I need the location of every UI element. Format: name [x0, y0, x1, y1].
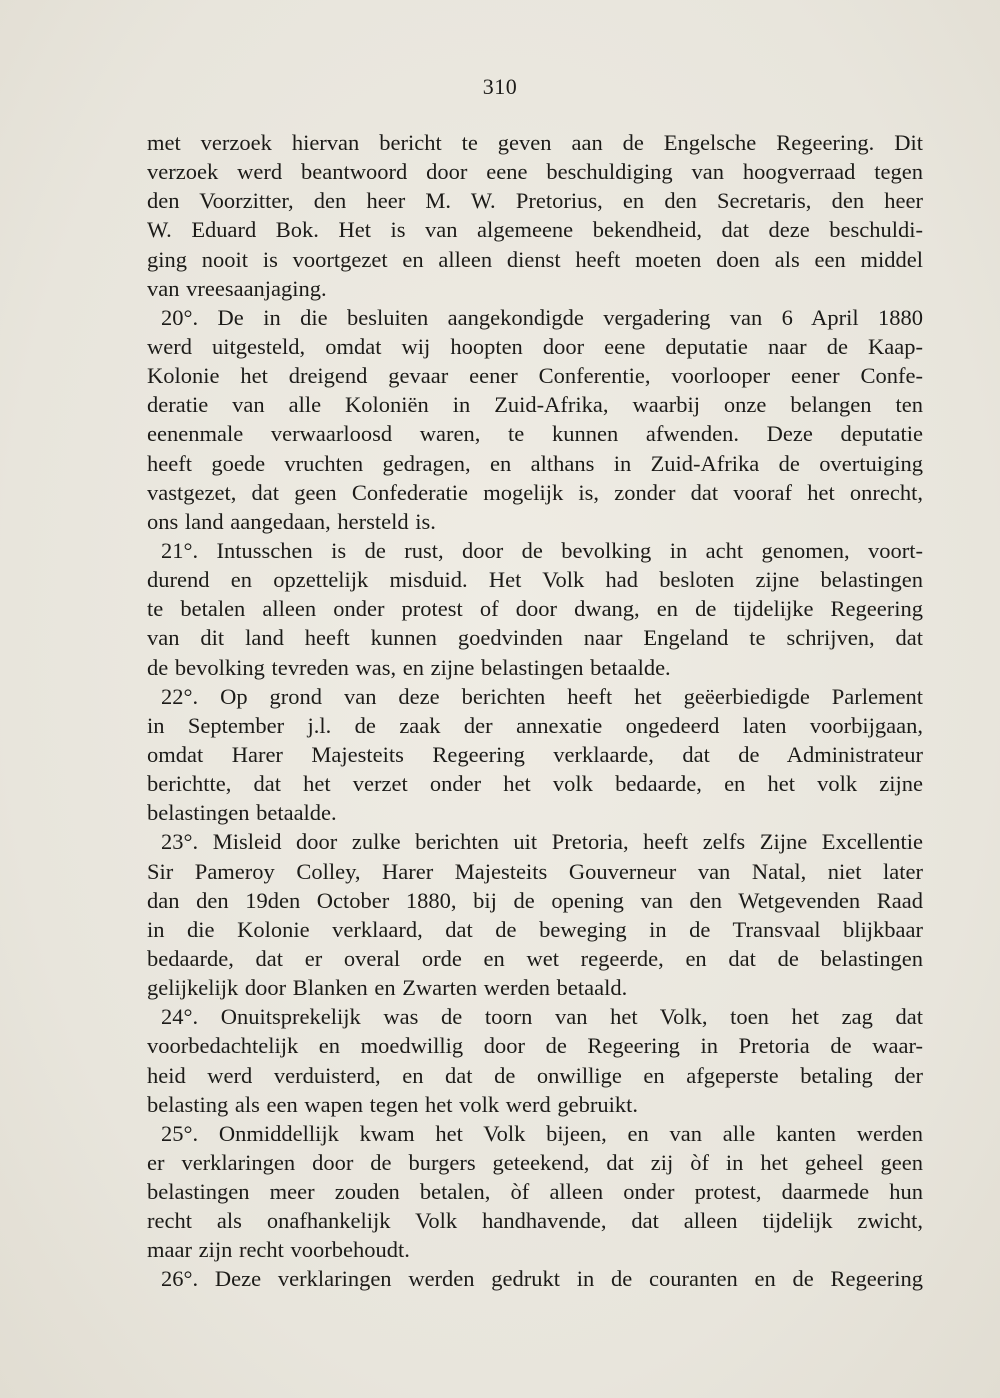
- text-line: deratie van alle Koloniën in Zuid-Afrika, waarbij onze belangen ten: [147, 392, 923, 418]
- text-line: durend en opzettelijk misduid. Het Volk had besloten zijne belastingen: [147, 567, 923, 593]
- text-line: voorbedachtelijk en moedwillig door de Regeering in Pretoria de waar-: [147, 1033, 923, 1059]
- text-line: berichtte, dat het verzet onder het volk bedaarde, en het volk zijne: [147, 771, 923, 797]
- text-line: 24°. Onuitsprekelijk was de toorn van het Volk, toen het zag dat: [161, 1004, 923, 1030]
- page-number: 310: [482, 74, 518, 99]
- text-line: ons land aangedaan, hersteld is.: [147, 508, 436, 534]
- text-line: verzoek werd beantwoord door eene beschuldiging van hoogverraad tegen: [147, 159, 923, 185]
- text-line: W. Eduard Bok. Het is van algemeene bekendheid, dat deze beschuldi-: [147, 217, 923, 243]
- text-line: gelijkelijk door Blanken en Zwarten werden betaald.: [147, 975, 628, 1001]
- text-line: omdat Harer Majesteits Regeering verklaarde, dat de Administrateur: [147, 741, 923, 767]
- text-line: de bevolking tevreden was, en zijne belastingen betaalde.: [147, 654, 671, 680]
- text-line: in die Kolonie verklaard, dat de beweging in de Transvaal blijkbaar: [147, 916, 923, 942]
- text-line: heeft goede vruchten gedragen, en althans in Zuid-Afrika de overtuiging: [147, 450, 923, 476]
- text-line: maar zijn recht voorbehoudt.: [147, 1237, 410, 1263]
- text-line: met verzoek hiervan bericht te geven aan de Engelsche Regeering. Dit: [147, 130, 923, 155]
- text-line: van dit land heeft kunnen goedvinden naar Engeland te schrijven, dat: [147, 625, 923, 651]
- text-line: 20°. De in die besluiten aangekondigde vergadering van 6 April 1880: [161, 304, 923, 330]
- text-line: bedaarde, dat er overal orde en wet regeerde, en dat de belastingen: [147, 945, 923, 971]
- body-text: [147, 128, 923, 1294]
- text-line: belastingen betaalde.: [147, 800, 337, 826]
- text-line: 21°. Intusschen is de rust, door de bevolking in acht genomen, voort-: [161, 537, 923, 563]
- text-line: 22°. Op grond van deze berichten heeft het geëerbiedigde Parlement: [161, 683, 923, 709]
- text-line: te betalen alleen onder protest of door dwang, en de tijdelijke Regeering: [147, 596, 923, 622]
- text-line: heid werd verduisterd, en dat de onwillige en afgeperste betaling der: [147, 1062, 923, 1088]
- text-line: eenenmale verwaarloosd waren, te kunnen afwenden. Deze deputatie: [147, 421, 923, 447]
- text-line: werd uitgesteld, omdat wij hoopten door eene deputatie naar de Kaap-: [147, 333, 923, 359]
- text-line: dan den 19den October 1880, bij de opening van den Wetgevenden Raad: [147, 887, 923, 913]
- text-line: recht als onafhankelijk Volk handhavende, dat alleen tijdelijk zwicht,: [147, 1208, 923, 1234]
- text-line: vastgezet, dat geen Confederatie mogelijk is, zonder dat vooraf het onrecht,: [147, 479, 923, 505]
- text-line: Kolonie het dreigend gevaar eener Conferentie, voorlooper eener Confe-: [147, 363, 923, 389]
- text-line: in September j.l. de zaak der annexatie ongedeerd laten voorbijgaan,: [147, 712, 923, 738]
- text-line: 23°. Misleid door zulke berichten uit Pretoria, heeft zelfs Zijne Excellentie: [161, 829, 923, 855]
- text-line: 26°. Deze verklaringen werden gedrukt in de couranten en de Regeering: [161, 1266, 923, 1292]
- text-line: belasting als een wapen tegen het volk werd gebruikt.: [147, 1091, 638, 1117]
- text-line: Sir Pameroy Colley, Harer Majesteits Gouverneur van Natal, niet later: [147, 858, 923, 884]
- text-line: 25°. Onmiddellijk kwam het Volk bijeen, en van alle kanten werden: [161, 1120, 923, 1146]
- text-line: er verklaringen door de burgers geteekend, dat zij òf in het geheel geen: [147, 1149, 923, 1175]
- text-line: ging nooit is voortgezet en alleen dienst heeft moeten doen als een middel: [147, 246, 923, 272]
- text-line: den Voorzitter, den heer M. W. Pretorius, en den Secretaris, den heer: [147, 188, 923, 214]
- text-line: belastingen meer zouden betalen, òf alleen onder protest, daarmede hun: [147, 1179, 923, 1205]
- text-line: van vreesaanjaging.: [147, 275, 327, 301]
